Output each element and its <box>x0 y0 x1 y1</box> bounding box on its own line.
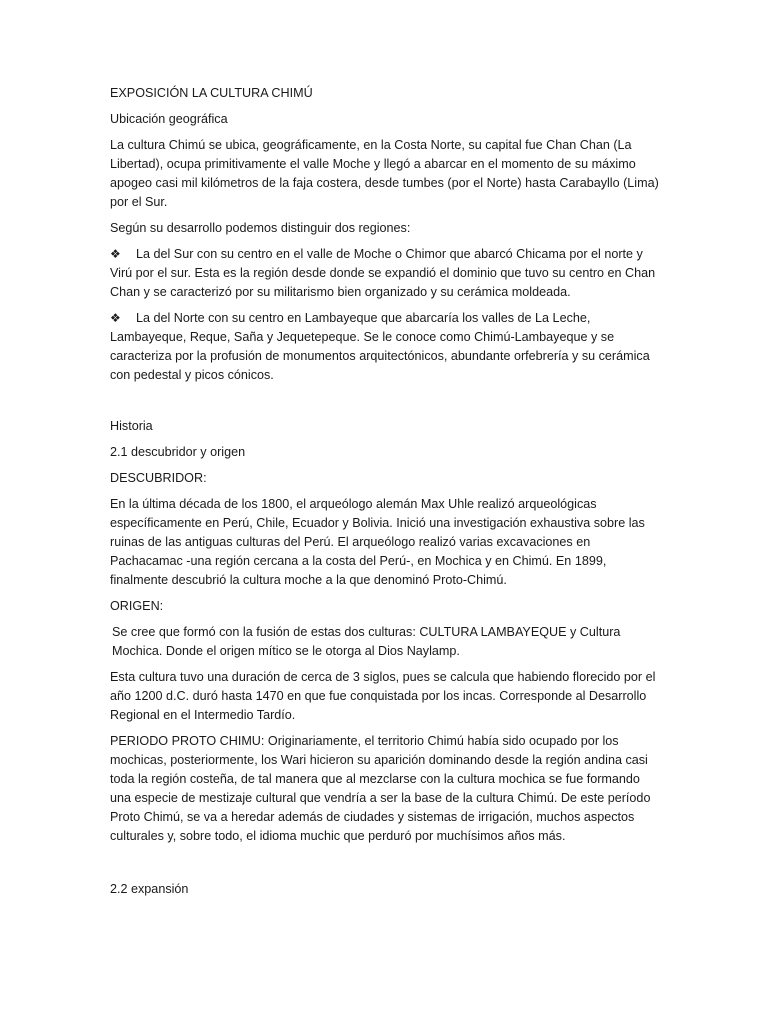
section-heading-ubicacion: Ubicación geográfica <box>110 112 228 126</box>
label-descubridor: DESCUBRIDOR: <box>110 471 207 485</box>
bullet-item-norte <box>110 309 662 385</box>
bullet-text-sur: La del Sur con su centro en el valle de Moche o Chimor que abarcó Chicama por el norte y Virú por el sur. Esta es la región desde donde se expandió el dominio que tuvo su centro en Chan Chan y se caracterizó por su militarismo bien organizado y su cerámica moldeada. <box>110 247 656 299</box>
paragraph-descubridor: En la última década de los 1800, el arqueólogo alemán Max Uhle realizó arqueológicas específicamente en Perú, Chile, Ecuador y Bolivia. Inició una investigación exhaustiva sobre las ruinas de las antiguas culturas del Perú. El arqueólogo realizó varias excavaciones en Pachacamac -una región cercana a la costa del Perú-, en Mochica y en Chimú. En 1899, finalmente descubrió la cultura moche a la que denominó Proto-Chimú. <box>110 497 645 587</box>
document-page <box>110 84 662 906</box>
section-heading-historia: Historia <box>110 419 153 433</box>
paragraph-origen: Se cree que formó con la fusión de estas dos culturas: CULTURA LAMBAYEQUE y Cultura Mochica. Donde el origen mítico se le otorga al Dios Naylamp. <box>112 625 621 658</box>
paragraph-duracion: Esta cultura tuvo una duración de cerca de 3 siglos, pues se calcula que habiendo florecido por el año 1200 d.C. duró hasta 1470 en que fue conquistada por los incas. Corresponde al Desarrollo Regional en el Intermedio Tardío. <box>110 670 656 722</box>
paragraph-ubicacion: La cultura Chimú se ubica, geográficamente, en la Costa Norte, su capital fue Chan Chan (La Libertad), ocupa primitivamente el valle Moche y llegó a abarcar en el momento de su máximo apogeo casi mil kilómetros de la faja costera, desde tumbes (por el Norte) hasta Carabayllo (Lima) por el Sur. <box>110 138 659 209</box>
document-title: EXPOSICIÓN LA CULTURA CHIMÚ <box>110 86 313 100</box>
label-origen: ORIGEN: <box>110 599 164 613</box>
diamond-bullet-icon: ❖ <box>110 247 121 261</box>
paragraph-regiones-intro: Según su desarrollo podemos distinguir dos regiones: <box>110 221 411 235</box>
bullet-item-sur <box>110 245 662 302</box>
subheading-descubridor-origen: 2.1 descubridor y origen <box>110 445 246 459</box>
subheading-expansion: 2.2 expansión <box>110 882 189 896</box>
paragraph-periodo-proto-chimu: PERIODO PROTO CHIMU: Originariamente, el territorio Chimú había sido ocupado por los mochicas, posteriormente, los Wari hicieron su aparición dominando desde la región andina casi toda la región costeña, de tal manera que al mezclarse con la cultura mochica se fue formando una especie de mestizaje cultural que vendría a ser la base de la cultura Chimú. De este período Proto Chimú, se va a heredar además de ciudades y sistemas de irrigación, muchos aspectos culturales y, sobre todo, el idioma muchic que perduró por muchísimos años más. <box>110 734 651 843</box>
bullet-text-norte: La del Norte con su centro en Lambayeque que abarcaría los valles de La Leche, Lambayeque, Reque, Saña y Jequetepeque. Se le conoce como Chimú-Lambayeque y se caracteriza por la profusión de monumentos arquitectónicos, abundante orfebrería y su cerámica con pedestal y picos cónicos. <box>110 311 650 382</box>
diamond-bullet-icon: ❖ <box>110 311 121 325</box>
